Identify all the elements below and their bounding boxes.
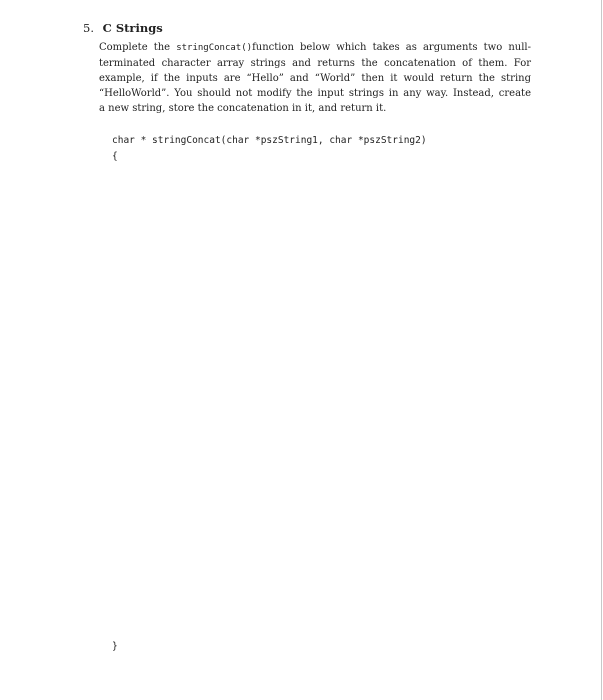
page-edge-rule — [601, 0, 602, 700]
function-name-code: stringConcat() — [176, 43, 253, 53]
question-description — [99, 40, 531, 116]
open-brace: { — [112, 151, 118, 162]
description-line-1 — [99, 40, 531, 56]
close-brace: } — [112, 641, 118, 652]
description-line-3: example, if the inputs are “Hello” and “World” then it would return the string — [99, 73, 531, 84]
question-title: C Strings — [102, 21, 163, 35]
description-line-1-pre: Complete the — [99, 42, 177, 53]
question-heading — [83, 20, 163, 36]
description-line-1-post: function below which takes as arguments two null- — [252, 42, 532, 53]
function-signature: char * stringConcat(char *pszString1, char *pszString2) — [112, 135, 427, 146]
description-line-4: “HelloWorld”. You should not modify the input strings in any way. Instead, create — [99, 88, 531, 99]
question-number: 5. — [83, 21, 94, 35]
description-line-2: terminated character array strings and returns the concatenation of them. For — [99, 58, 531, 69]
description-line-5: a new string, store the concatenation in it, and return it. — [99, 103, 387, 114]
